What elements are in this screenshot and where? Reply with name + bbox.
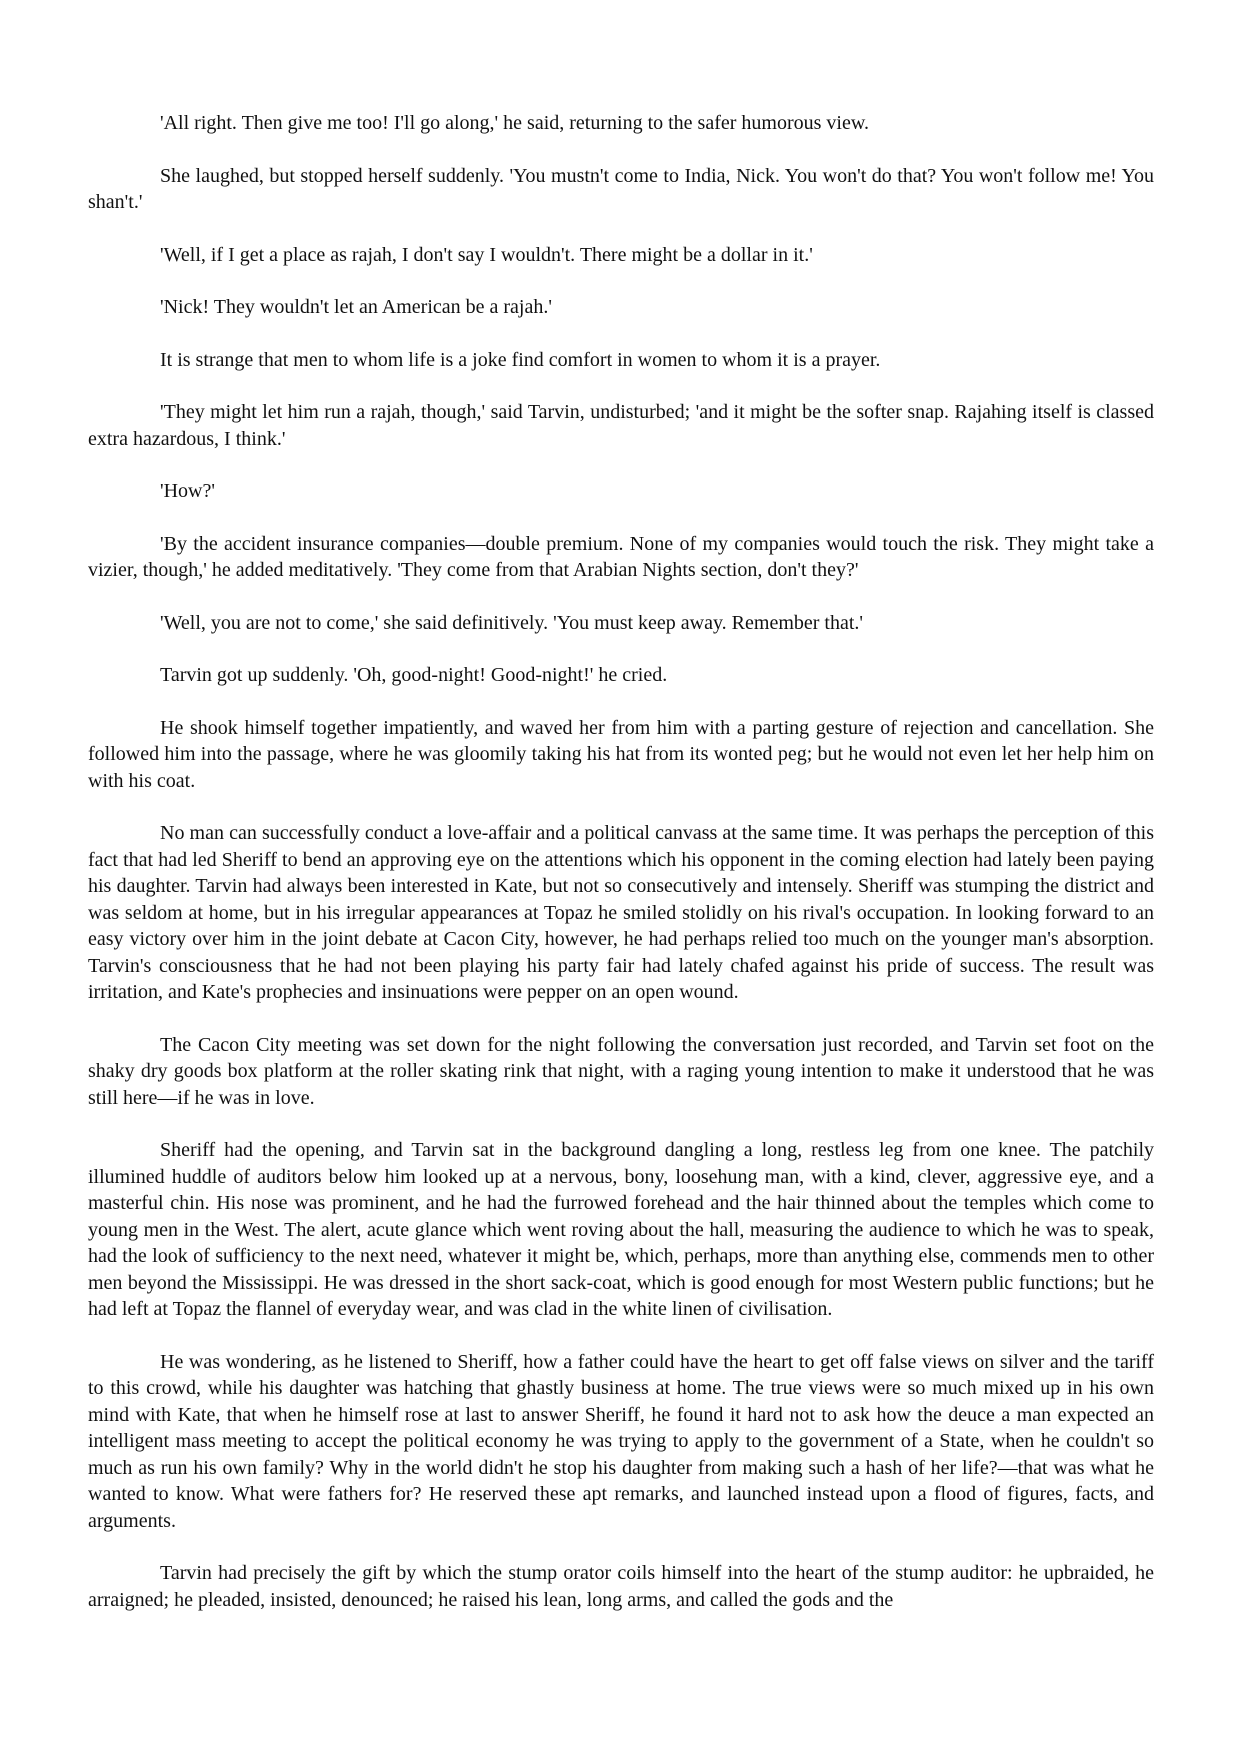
paragraph: He shook himself together impatiently, and waved her from him with a parting gesture of rejection and cancellation. She followed him into the passage, where he was gloomily taking his hat from its wonted peg; but he would not even let her help him on with his coat.: [88, 716, 1154, 792]
paragraph: 'Well, if I get a place as rajah, I don't say I wouldn't. There might be a dollar in it.': [160, 243, 813, 266]
paragraph: 'Well, you are not to come,' she said definitively. 'You must keep away. Remember that.': [160, 611, 864, 634]
paragraph: Tarvin had precisely the gift by which the stump orator coils himself into the heart of the stump auditor: he upbraided, he arraigned; he pleaded, insisted, denounced; he raised his lean, long arms, and called the gods and the: [88, 1562, 1154, 1611]
paragraph: 'All right. Then give me too! I'll go along,' he said, returning to the safer humorous view.: [160, 112, 869, 134]
paragraph: 'By the accident insurance companies—double premium. None of my companies would touch the risk. They might take a vizier, though,' he added meditatively. 'They come from that Arabian Nights section, don't they?': [88, 532, 1154, 581]
paragraph: She laughed, but stopped herself suddenly. 'You mustn't come to India, Nick. You won't do that? You won't follow me! You shan't.': [88, 164, 1154, 213]
paragraph: 'How?': [160, 480, 215, 502]
paragraph: No man can successfully conduct a love-affair and a political canvass at the same time. It was perhaps the perception of this fact that had led Sheriff to bend an approving eye on the attentions which his opponent in the coming election had lately been paying his daughter. Tarvin had always been interested in Kate, but not so consecutively and intensely. Sheriff was stumping the district and was seldom at home, but in his irregular appearances at Topaz he smiled stolidly on his rival's occupation. In looking forward to an easy victory over him in the joint debate at Cacon City, however, he had perhaps relied too much on the younger man's absorption. Tarvin's consciousness that he had not been playing his party fair had lately chafed against his pride of success. The result was irritation, and Kate's prophecies and insinuations were pepper on an open wound.: [88, 822, 1154, 1003]
paragraph: He was wondering, as he listened to Sheriff, how a father could have the heart to get off false views on silver and the tariff to this crowd, while his daughter was hatching that ghastly business at home. The true views were so much mixed up in his own mind with Kate, that when he himself rose at last to answer Sheriff, he found it hard not to ask how the deuce a man expected an intelligent mass meeting to accept the political economy he was trying to apply to the government of a State, when he couldn't so much as run his own family? Why in the world didn't he stop his daughter from making such a hash of her life?—that was what he wanted to know. What were fathers for? He reserved these apt remarks, and launched instead upon a flood of figures, facts, and arguments.: [88, 1350, 1154, 1532]
paragraph: 'They might let him run a rajah, though,' said Tarvin, undisturbed; 'and it might be the softer snap. Rajahing itself is classed extra hazardous, I think.': [88, 401, 1154, 450]
paragraph: 'Nick! They wouldn't let an American be a rajah.': [160, 296, 552, 318]
paragraph: It is strange that men to whom life is a joke find comfort in women to whom it is a prayer.: [160, 348, 881, 371]
book-page: [88, 110, 1154, 1639]
paragraph: Sheriff had the opening, and Tarvin sat in the background dangling a long, restless leg from one knee. The patchily illumined huddle of auditors below him looked up at a nervous, bony, loosehung man, with a kind, clever, aggressive eye, and a masterful chin. His nose was prominent, and he had the furrowed forehead and the hair thinned about the temples which come to young men in the West. The alert, acute glance which went roving about the hall, measuring the audience to which he was to speak, had the look of sufficiency to the next need, whatever it might be, which, perhaps, more than anything else, commends men to other men beyond the Mississippi. He was dressed in the short sack-coat, which is good enough for most Western public functions; but he had left at Topaz the flannel of everyday wear, and was clad in the white linen of civilisation.: [88, 1139, 1154, 1320]
paragraph: The Cacon City meeting was set down for the night following the conversation just recorded, and Tarvin set foot on the shaky dry goods box platform at the roller skating rink that night, with a raging young intention to make it understood that he was still here—if he was in love.: [88, 1033, 1154, 1109]
paragraph: Tarvin got up suddenly. 'Oh, good-night! Good-night!' he cried.: [160, 664, 668, 686]
